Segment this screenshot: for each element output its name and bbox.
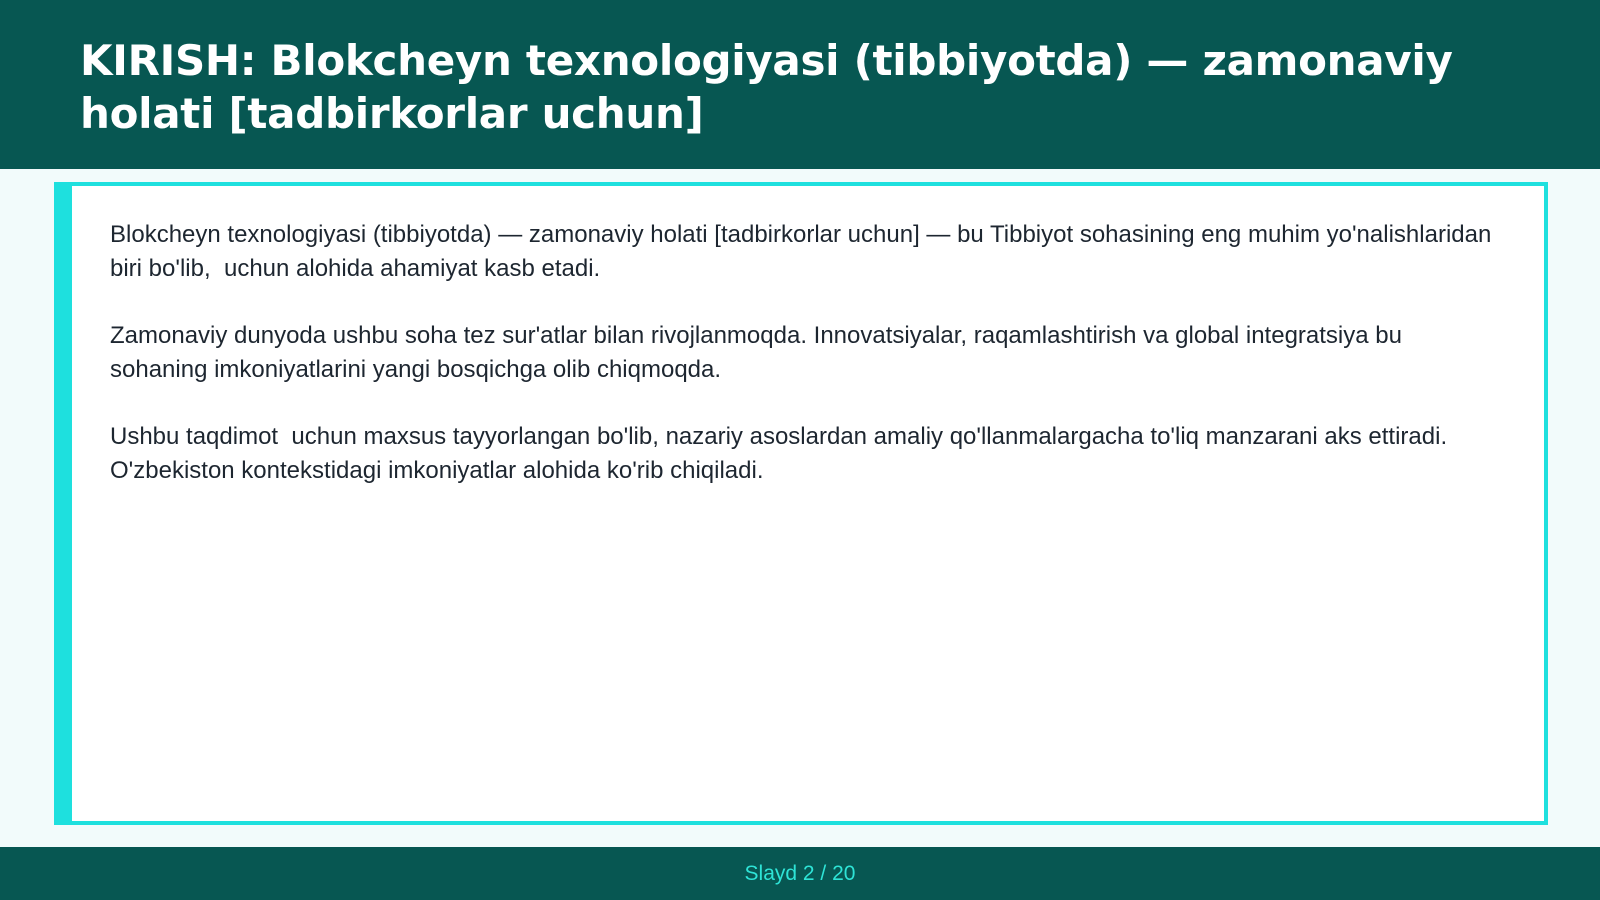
slide-header xyxy=(0,0,1600,169)
paragraph-presentation: Ushbu taqdimot uchun maxsus tayyorlangan bo'lib, nazariy asoslardan amaliy qo'llanmalargacha to'liq manzarani aks ettiradi. O'zbekiston kontekstidagi imkoniyatlar alohida ko'rib chiqiladi. xyxy=(110,423,1454,484)
paragraph-intro: Blokcheyn texnologiyasi (tibbiyotda) — zamonaviy holati [tadbirkorlar uchun] — bu Tibbiyot sohasining eng muhim yo'nalishlaridan biri bo'lib, uchun alohida ahamiyat kasb etadi. xyxy=(110,221,1498,282)
content-panel xyxy=(54,182,1548,825)
paragraph-development: Zamonaviy dunyoda ushbu soha tez sur'atlar bilan rivojlanmoqda. Innovatsiyalar, raqamlashtirish va global integratsiya bu sohaning imkoniyatlarini yangi bosqichga olib chiqmoqda. xyxy=(110,322,1409,383)
slide-title: KIRISH: Blokcheyn texnologiyasi (tibbiyotda) — zamonaviy holati [tadbirkorlar uchun] xyxy=(80,36,1453,138)
slide-counter: Slayd 2 / 20 xyxy=(744,861,856,885)
slide-footer xyxy=(0,847,1600,900)
